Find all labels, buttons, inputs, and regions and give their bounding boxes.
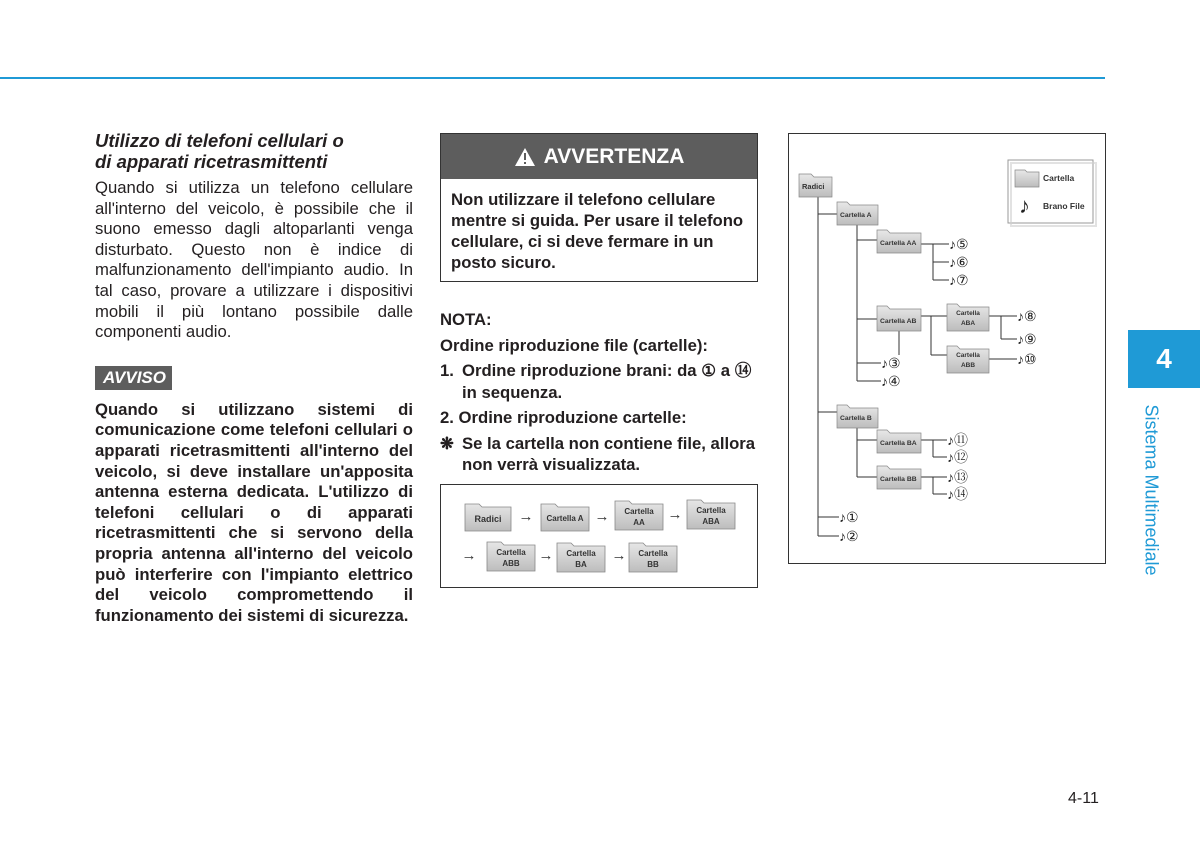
note-asterisk-icon: ❋ (440, 433, 454, 453)
warning-triangle-icon (514, 147, 536, 167)
chapter-tab: 4 (1128, 330, 1200, 388)
svg-text:Cartella AA: Cartella AA (880, 240, 917, 247)
seq-folder-cartella-aba (687, 500, 735, 529)
folder-sequence-svg (441, 485, 756, 586)
warning-title: AVVERTENZA (543, 144, 685, 168)
svg-text:Radici: Radici (802, 182, 825, 191)
svg-text:Cartella BA: Cartella BA (880, 440, 917, 447)
song-12: ♪⑫ (947, 449, 968, 465)
nota-note (440, 433, 762, 476)
svg-text:ABA: ABA (960, 320, 976, 327)
tree-folder-cartella-b (837, 405, 878, 428)
svg-text:ABA: ABA (702, 517, 720, 526)
svg-text:Cartella: Cartella (624, 507, 654, 516)
tree-folder-cartella-aba (947, 304, 989, 331)
warning-body: Non utilizzare il telefono cellulare mentre si guida. Per usare il telefono cellulare, ci si deve fermare in un posto sicuro. (451, 190, 744, 272)
nota-title: NOTA: (440, 310, 492, 329)
seq-arrow: → (611, 547, 627, 564)
tree-folder-cartella-abb (947, 346, 989, 373)
song-5: ♪⑤ (949, 236, 969, 252)
folder-tree-svg (789, 134, 1104, 562)
svg-text:Cartella: Cartella (956, 310, 980, 317)
nota-heading: Ordine riproduzione file (cartelle): (440, 335, 708, 355)
seq-arrow: → (594, 508, 610, 525)
intro-paragraph: Quando si utilizza un telefono cellulare all'interno del veicolo, è possibile che il suono emesso dagli altoparlanti venga disturbato. Questo non è indice di malfunzionamento dell'impianto audio. In tal caso, provare a utilizzare i dispositivi mobili il più lontano possibile dalle componenti audio. (95, 178, 413, 342)
seq-arrow: → (538, 547, 554, 564)
legend-folder-label: Cartella (1043, 173, 1075, 183)
nota-item-1-text: Ordine riproduzione brani: da ① a ⑭ in sequenza. (462, 361, 752, 402)
folder-tree-diagram (788, 133, 1106, 564)
nota-note-text: Se la cartella non contiene file, allora non verrà visualizzata. (462, 433, 756, 474)
song-9: ♪⑨ (1017, 331, 1037, 347)
svg-text:Cartella A: Cartella A (546, 514, 584, 523)
svg-text:Cartella A: Cartella A (840, 212, 872, 219)
svg-text:ABB: ABB (960, 362, 976, 369)
svg-text:Cartella AB: Cartella AB (880, 318, 917, 325)
svg-text:BB: BB (647, 560, 659, 569)
svg-text:Cartella: Cartella (696, 506, 726, 515)
legend-note-icon: ♪ (1019, 193, 1030, 218)
header-rule (0, 77, 1105, 79)
nota-item-1 (440, 360, 762, 403)
song-1: ♪① (839, 509, 859, 525)
avviso-badge: AVVISO (95, 366, 172, 390)
nota-section (440, 309, 762, 480)
legend-file-label: Brano File (1043, 201, 1085, 211)
section-title (95, 130, 413, 172)
svg-text:Cartella B: Cartella B (840, 415, 872, 422)
seq-arrow: → (667, 506, 683, 523)
page-number: 4-11 (1068, 790, 1099, 807)
warning-header (441, 134, 757, 179)
tree-folder-cartella-ab (877, 306, 921, 331)
svg-text:AA: AA (633, 518, 645, 527)
seq-folder-cartella-aa (615, 501, 663, 530)
avviso-text: Quando si utilizzano sistemi di comunicazione come telefoni cellulari o apparati ricetrasmittenti all'interno del veicolo, si deve installare un'apposita antenna esterna dedicata. L'utilizzo di telefoni cellulari o di apparati ricetrasmittenti che si servono della propria antenna all'interno del veicolo può interferire con l'impianto elettrico del veicolo compromettendo il funzionamento dei sistemi di sicurezza. (95, 399, 413, 625)
svg-text:Cartella: Cartella (638, 549, 668, 558)
tree-legend (1008, 160, 1096, 226)
seq-folder-radici (465, 504, 511, 531)
tree-folder-cartella-a (837, 202, 878, 225)
tree-folder-cartella-aa (877, 230, 921, 253)
seq-folder-cartella-a (541, 504, 589, 531)
song-11: ♪⑪ (947, 432, 968, 448)
nota-item-1-number: 1. (440, 361, 454, 380)
seq-folder-cartella-bb (629, 543, 677, 572)
seq-arrow: → (461, 547, 477, 564)
song-10: ♪⑩ (1017, 351, 1037, 367)
warning-box (440, 133, 758, 282)
song-14: ♪⑭ (947, 486, 968, 502)
seq-folder-cartella-ba (557, 543, 605, 572)
seq-folder-cartella-abb (487, 542, 535, 571)
tree-folder-radici (799, 174, 832, 197)
chapter-label-text: Sistema Multimediale (1141, 404, 1162, 576)
left-column (95, 130, 413, 626)
folder-sequence-diagram (440, 484, 758, 588)
section-title-line-2: di apparati ricetrasmittenti (95, 151, 328, 172)
tree-folder-cartella-ba (877, 430, 921, 453)
svg-text:BA: BA (575, 560, 587, 569)
song-6: ♪⑥ (949, 254, 969, 270)
song-13: ♪⑬ (947, 469, 968, 485)
svg-text:ABB: ABB (502, 559, 520, 568)
song-4: ♪④ (881, 373, 901, 389)
chapter-label (1141, 395, 1161, 585)
nota-item-2: 2. Ordine riproduzione cartelle: (440, 408, 687, 427)
svg-text:Cartella: Cartella (566, 549, 596, 558)
song-7: ♪⑦ (949, 272, 969, 288)
song-8: ♪⑧ (1017, 308, 1037, 324)
tree-folder-cartella-bb (877, 466, 921, 489)
svg-text:Cartella BB: Cartella BB (880, 476, 917, 483)
svg-text:Cartella: Cartella (956, 352, 980, 359)
song-2: ♪② (839, 528, 859, 544)
seq-arrow: → (518, 508, 534, 525)
section-title-line-1: Utilizzo di telefoni cellulari o (95, 130, 344, 151)
svg-text:Radici: Radici (474, 514, 502, 524)
song-3: ♪③ (881, 355, 901, 371)
svg-text:Cartella: Cartella (496, 548, 526, 557)
